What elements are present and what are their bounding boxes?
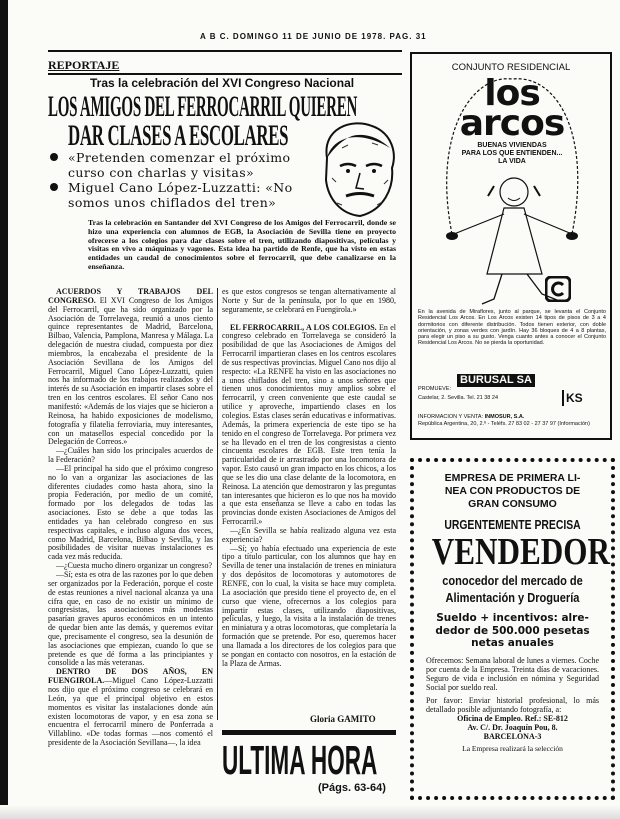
sales-info [418, 414, 524, 420]
profile-line: Alimentación y Droguería [445, 590, 580, 605]
summary-bullets [48, 150, 318, 210]
ad-los-arcos [410, 52, 612, 440]
tagline-line: LA VIDA [498, 158, 526, 165]
promoter-label: PROMUEVE: [418, 386, 452, 392]
paragraph [48, 447, 213, 465]
headline-line-2: DAR CLASES A ESCOLARES [68, 119, 289, 152]
paragraph-text: —Miguel Cano López-Luzzatti nos dijo que el próximo congreso se celebrará en León, ya que el principal objetivo en estos momentos es visitar las instalaciones donde aún existen locomotoras de vapor, y en esa zona se encuentra el ferrocarril minero de Ponferrada a Villablino. «De todas formas —nos comentó el presidente de la Asociación Sevillana—, la idea [48, 676, 213, 748]
scan-bottom-edge [0, 805, 620, 819]
profile-line: conocedor del mercado de [442, 573, 583, 588]
ultima-hora-pages: (Págs. 63-64) [318, 782, 386, 794]
job-title: VENDEDOR [431, 531, 611, 573]
girl-jumping-rope-illustration-icon [432, 74, 592, 306]
bullet-icon [50, 153, 58, 161]
paragraph [222, 527, 396, 545]
paragraph [222, 324, 396, 527]
ad-line: GRAN CONSUMO [468, 498, 557, 510]
benefits-text: Ofrecemos: Semana laboral de lunes a viernes. Coche por cuenta de la Empresa. Treinta días de vacaciones. Seguro de vida e inclusión en nómina y Seguridad Social por sueldo real. [426, 655, 599, 692]
article-intro: Tras la celebración en Santander del XVI Congreso de los Amigos del Ferrocarril, donde se hizo una experiencia con alumnos de EGB, la Asociación de Sevilla tiene en proyecto ofrecerse a los colegios para dar clases sobre el tren, utilizando diapositivas, películas y visitas en vivo a máquinas y vagones. Esta idea ha partido de Renfe, que ha visto en estas entidades un caudal de conocimientos sobre el ferrocarril, que debe canalizarse en la enseñanza. [88, 218, 396, 271]
urgent-heading: URGENTEMENTE PRECISA [444, 517, 581, 532]
sales-address: República Argentina, 20, 2.º - Teléfs. 27 83 02 - 27 37 97 (Información) [418, 421, 590, 427]
section-rule [48, 73, 402, 75]
paragraph [48, 571, 213, 668]
section-label: REPORTAJE [48, 58, 120, 72]
ultima-hora-bar [222, 730, 396, 735]
logo-text: los [484, 73, 540, 114]
office-address [414, 714, 611, 741]
promoter-address: Castelar, 2. Sevilla. Tel. 21 38 24 [418, 395, 499, 401]
company-description [414, 472, 611, 511]
paragraph-text: —El principal ha sido que el próximo congreso no lo van a organizar las asociaciones de las diferentes ciudades como hasta ahora, sino la propia Federación, por medio de un comité, formado por los delegados de todas las asociaciones. Esto se debe a que todas las entidades ya han celebrado congreso en sus respectivas capitales, e incluso alguna dos veces, como Madrid, Barcelona, Bilbao y Sevilla, y las posibilidades de visitar nuevas instalaciones es cada vez más reducida. [48, 463, 213, 562]
ad-body-text: En la avenida de Miraflores, junto al parque, se levanta el Conjunto Residencial Los Arcos. En Los Arcos existen 14 tipos de pisos de 3 a 4 dormitorios con diferente distribución. Todos tienen exterior, con doble orientación, y zonas verdes con jardín. Hay 36 bloques de 4 a 8 plantas, para elegir un piso a su gusto. Venga cuanto antes a conocer el Conjunto Residencial Los Arcos. No se pierda la oportunidad. [418, 309, 606, 347]
ad-line: EMPRESA DE PRIMERA LI- [444, 472, 581, 484]
salary-line: dedor de 500.000 pesetas [435, 624, 590, 637]
kicker: Tras la celebración del XVI Congreso Nacional [90, 76, 355, 90]
logo-text: arcos [459, 103, 565, 144]
paragraph-lead: ACUERDOS Y TRABAJOS DEL CONGRESO. [48, 288, 213, 305]
question-text: —¿En Sevilla se había realizado alguna vez esta experiencia? [222, 525, 396, 544]
portrait-sketch-icon [312, 118, 402, 218]
question-text: —¿Cuesta mucho dinero organizar un congreso? [56, 561, 213, 571]
question-text: —¿Cuáles han sido los principales acuerdos de la Federación? [48, 446, 213, 465]
bullet-text: Miguel Cano López-Luzzatti: «No somos unos chiflados del tren» [68, 180, 293, 210]
address-line: BARCELONA-3 [483, 731, 542, 741]
byline: Gloria GAMITO [310, 714, 376, 724]
promoter-logo: BURUSAL SA [457, 374, 535, 387]
tagline-line: BUENAS VIVIENDAS [477, 142, 547, 149]
page-folio: A B C. DOMINGO 11 DE JUNIO DE 1978. PAG. 31 [200, 32, 427, 41]
paragraph-text: —Sí; yo había efectuado una experiencia de este tipo a título particular, con los alumnos que hay en Sevilla de tener una instalación de trenes en miniatura y dos depósitos de locomotoras y automotores de RENFE, con lo cual, la visita se hace muy completa. La asociación que presido tiene el proyecto de, en el curso que viene, ofrecernos a los colegios para impartir estas clases, utilizando diapositivas, películas, y luego, la visita a la instalación de trenes en miniatura y a otras locomotoras, que completaría la formación que se pretende. Por eso, queremos hacer una llamada a los directores de los colegios para que se pongan en contacto con nosotros, en la estación de la Plaza de Armas. [222, 543, 396, 668]
bullet-item [48, 150, 318, 180]
article-column-1 [48, 288, 213, 790]
tagline-line: PARA LOS QUE ENTIENDEN... [461, 150, 563, 157]
salary-line: netas anuales [471, 637, 554, 649]
headline-line-1: LOS AMIGOS DEL FERROCARRIL QUIEREN [48, 90, 358, 123]
paragraph [48, 288, 213, 447]
top-rule [48, 50, 402, 52]
salary-line: Sueldo + incentivos: alre- [436, 612, 589, 624]
scan-edge [0, 0, 8, 819]
paragraph [222, 288, 396, 315]
sales-company: INMOSUR, S.A. [484, 414, 525, 420]
paragraph-text: es que estos congresos se tengan alternativamente al Norte y Sur de la península, por lo que en 1980, seguramente, se celebrará en Fuengirola.» [222, 288, 396, 314]
ad-heading: CONJUNTO RESIDENCIAL [451, 62, 571, 73]
paragraph-text: —Sí; esta es otra de las razones por lo que deben ser organizados por la Federación, porque el coste de estas reuniones a nivel nacional alcanza ya una cifra que, en caso de no existir un mínimo de congresistas, las asociaciones más modestas pasarían graves apuros económicos en un intento de quedar bien ante las demás, y queremos evitar que, precisamente el congreso, sea la desunión de las asociaciones que empiezan, cuando lo que se pretende es que dé forma a las principiantes y consolide a las más veteranas. [48, 570, 213, 668]
paragraph [48, 668, 213, 748]
ad-line: NEA CON PRODUCTOS DE [444, 485, 581, 497]
bullet-item [48, 180, 318, 210]
ad-job-vendedor [410, 458, 615, 800]
contact-text: Por favor: Enviar historial profesional, lo más detallado posible adjuntando fotografía, a: [426, 695, 599, 714]
selection-note: La Empresa realizará la selección [462, 743, 563, 753]
job-profile [429, 572, 596, 606]
ultima-hora-title: ULTIMA HORA [222, 737, 378, 783]
column-divider [217, 288, 218, 720]
article-column-2 [222, 288, 396, 708]
paragraph [48, 465, 213, 562]
paragraph-lead: EL FERROCARRIL, A LOS COLEGIOS. [230, 322, 377, 332]
paragraph-lead: DENTRO DE DOS AÑOS, EN FUENGIROLA. [48, 667, 213, 686]
brand-logo-icon [545, 276, 571, 302]
agency-badge: KS [562, 390, 582, 406]
paragraph-text: El XVI Congreso de los Amigos del Ferrocarril, que ha sido organizado por la Asociación de Torrelavega, reunió a unos ciento quince representantes de Madrid, Barcelona, Bilbao, Valencia, Pamplona, Manresa y Málaga. La delegación de nuestra ciudad, compuesta por diez miembros, la encabezaba el presidente de la Asociación Sevillana de los Amigos del Ferrocarril, Miguel Cano López-Luzzatti, quien nos ha informado de los trabajos realizados y del interés de su Asociación en impartir clases sobre el tren en los centros escolares. El señor Cano nos manifestó: «Además de los viajes que se hicieron a Reinosa, ha habido exposiciones de modelismo, fotografía y filatelia ferroviaria, muy interesantes, con un matasellos especial concedido por la Delegación de Correos.» [48, 295, 213, 447]
sales-label: INFORMACION Y VENTA: [418, 414, 484, 420]
bullet-text: «Pretenden comenzar el próximo curso con charlas y visitas» [68, 150, 291, 180]
bullet-icon [50, 183, 58, 191]
paragraph [222, 545, 396, 669]
paragraph-text: En el congreso celebrado en Torrelavega se consideró la posibilidad de que las Asociaciones de Amigos del Ferrocarril impartieran clases en los centros escolares de sus respectivas provincias. Miguel Cano nos dijo al respecto: «La RENFE ha visto en las asociaciones no a unos chiflados del tren, sino a unos señores que tienen unos conocimientos muy amplios sobre el ferrocarril, y creen conveniente que este caudal se utilice y aproveche, impartiendo clases en los colegios. Estas clases serán educativas e informativas. Además, la primera experiencia de este tipo se ha tenido en el congreso de Torrelavega. Por primera vez se ha llevado en el tren de los congresistas a ciento cincuenta escolares de EGB. Este tren tenía la particularidad de ir arrastrado por una locomotora de vapor. Esto causó un gran impacto en los chicos, a los que se les dio una clase delante de la locomotora, en Reinosa. La atención que demostraron y las preguntas tan interesantes que hicieron es lo que nos ha movido a que esta enseñanza se lleve a cabo en todas las provincias donde existen Asociaciones de Amigos del Ferrocarril.» [222, 322, 396, 527]
address-line: Oficina de Empleo. Ref.: SE-812 [457, 713, 568, 723]
salary-info [414, 612, 611, 650]
address-line: Av. C/. Dr. Joaquín Pou, 8. [467, 722, 558, 732]
